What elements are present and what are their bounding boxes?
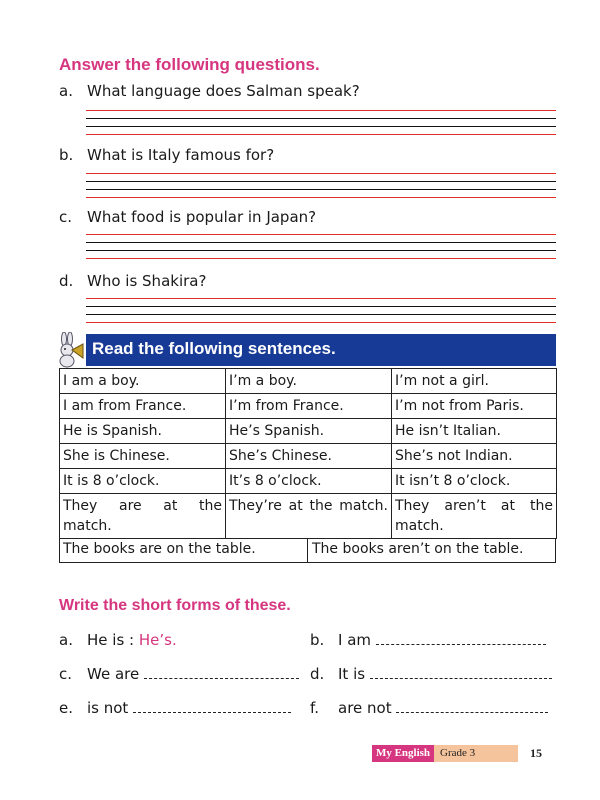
- question-text: What is Italy famous for?: [87, 146, 275, 164]
- table-cell: They are at the match.: [60, 494, 226, 539]
- table-cell: I’m from France.: [226, 394, 392, 419]
- question-a: [59, 82, 360, 100]
- answer-line-red[interactable]: [86, 258, 556, 259]
- exercise-item-c: [59, 665, 299, 683]
- table-cell: I am a boy.: [60, 369, 226, 394]
- table-cell: It’s 8 o’clock.: [226, 469, 392, 494]
- question-b: [59, 146, 274, 164]
- question-letter: b.: [59, 146, 74, 164]
- table-cell: He is Spanish.: [60, 419, 226, 444]
- table-row: [60, 469, 557, 494]
- rabbit-megaphone-icon: [54, 332, 86, 368]
- item-prompt: He is :: [87, 631, 135, 649]
- answer-blank[interactable]: [144, 666, 299, 679]
- table-cell: I’m not from Paris.: [392, 394, 557, 419]
- question-c: [59, 208, 316, 226]
- answer-line-red: [86, 110, 556, 111]
- sentences-table: [59, 368, 557, 539]
- item-letter: c.: [59, 665, 73, 683]
- section-banner: [86, 334, 556, 366]
- answer-line-red: [86, 298, 556, 299]
- table-cell: I am from France.: [60, 394, 226, 419]
- answer-line-black: [86, 250, 556, 251]
- item-letter: a.: [59, 631, 73, 649]
- footer-grade: Grade 3: [440, 747, 476, 759]
- page-number: 15: [530, 746, 542, 760]
- section-heading-sentences: Read the following sentences.: [92, 339, 336, 358]
- exercise-item-d: [310, 665, 552, 683]
- answer-line-black: [86, 126, 556, 127]
- table-cell: They aren’t at the match.: [392, 494, 557, 539]
- question-text: Who is Shakira?: [87, 272, 207, 290]
- answer-line-black: [86, 314, 556, 315]
- answer-line-black: [86, 181, 556, 182]
- table-cell: It isn’t 8 o’clock.: [392, 469, 557, 494]
- item-letter: f.: [310, 699, 319, 717]
- item-prompt: are not: [338, 699, 392, 717]
- table-cell: She’s not Indian.: [392, 444, 557, 469]
- table-cell: It is 8 o’clock.: [60, 469, 226, 494]
- table-row-last: [59, 539, 556, 563]
- exercise-item-a: [59, 631, 177, 649]
- section-heading-short-forms: Write the short forms of these.: [59, 597, 291, 614]
- item-prompt: We are: [87, 665, 140, 683]
- question-d: [59, 272, 206, 290]
- item-letter: e.: [59, 699, 73, 717]
- table-row: [60, 394, 557, 419]
- question-letter: a.: [59, 82, 73, 100]
- table-cell: She’s Chinese.: [226, 444, 392, 469]
- table-row: [60, 369, 557, 394]
- question-letter: c.: [59, 208, 73, 226]
- exercise-item-b: [310, 631, 546, 649]
- answer-blank[interactable]: [370, 666, 552, 679]
- footer-book-title: My English: [372, 745, 434, 762]
- item-prompt: It is: [338, 665, 366, 683]
- answer-line-red[interactable]: [86, 322, 556, 323]
- exercise-item-f: [310, 699, 548, 717]
- section-heading-questions: Answer the following questions.: [59, 55, 320, 74]
- answer-line-black: [86, 118, 556, 119]
- cell-divider: [307, 539, 308, 562]
- item-letter: b.: [310, 631, 325, 649]
- answer-line-black: [86, 242, 556, 243]
- exercise-item-e: [59, 699, 291, 717]
- answer-line-red[interactable]: [86, 197, 556, 198]
- question-text: What language does Salman speak?: [87, 82, 360, 100]
- table-cell: He’s Spanish.: [226, 419, 392, 444]
- table-row: [60, 444, 557, 469]
- answer-blank[interactable]: [133, 700, 291, 713]
- table-row: [60, 494, 557, 539]
- answer-line-red[interactable]: [86, 134, 556, 135]
- answer-blank[interactable]: [396, 700, 548, 713]
- table-row: [60, 419, 557, 444]
- table-cell: The books aren’t on the table.: [312, 541, 524, 557]
- table-cell: He isn’t Italian.: [392, 419, 557, 444]
- question-text: What food is popular in Japan?: [87, 208, 317, 226]
- table-cell: They’re at the match.: [226, 494, 392, 539]
- table-cell: I’m not a girl.: [392, 369, 557, 394]
- item-letter: d.: [310, 665, 325, 683]
- answer-line-black: [86, 306, 556, 307]
- question-letter: d.: [59, 272, 74, 290]
- table-cell: The books are on the table.: [63, 541, 256, 557]
- item-prompt: I am: [338, 631, 371, 649]
- item-answer: He’s.: [138, 631, 177, 649]
- answer-blank[interactable]: [376, 632, 546, 645]
- table-cell: I’m a boy.: [226, 369, 392, 394]
- answer-line-black: [86, 189, 556, 190]
- table-cell: She is Chinese.: [60, 444, 226, 469]
- answer-line-red: [86, 173, 556, 174]
- item-prompt: is not: [87, 699, 129, 717]
- answer-line-red: [86, 234, 556, 235]
